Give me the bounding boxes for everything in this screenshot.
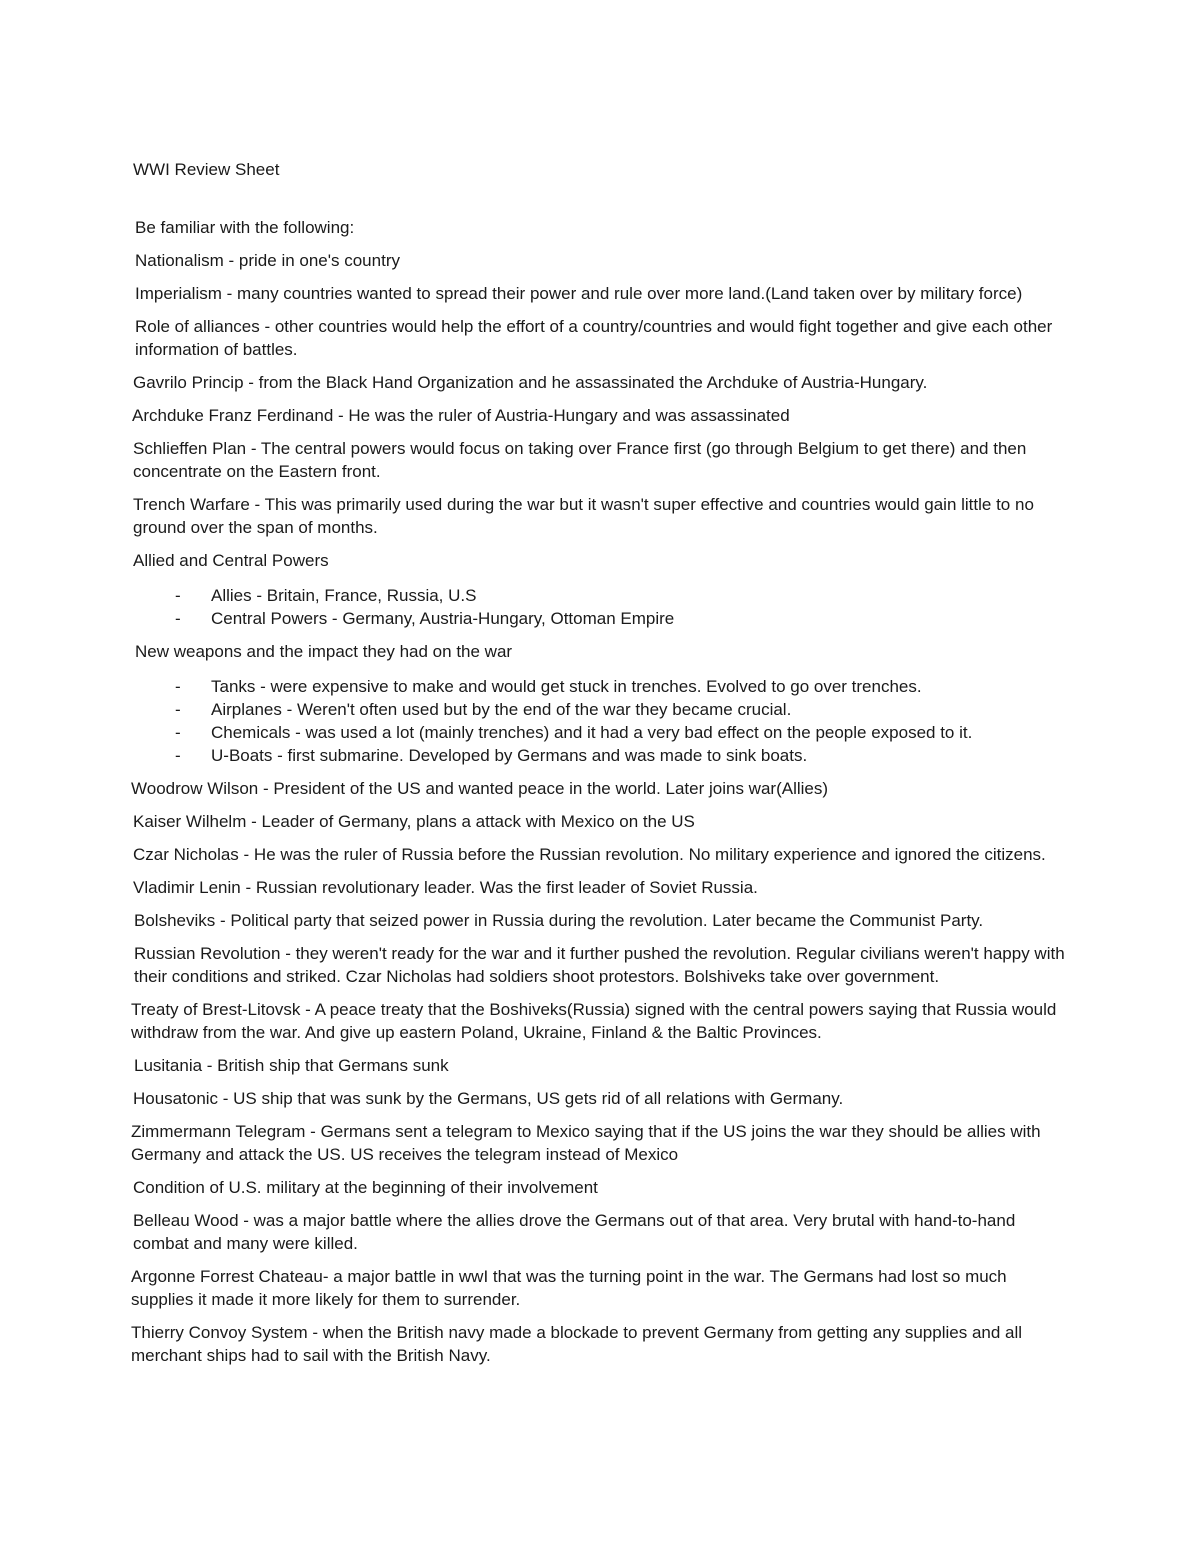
entry-ferdinand: Archduke Franz Ferdinand - He was the ruler of Austria-Hungary and was assassinated	[132, 406, 790, 425]
list-item: - Tanks - were expensive to make and would get stuck in trenches. Evolved to go over trenches.	[175, 677, 922, 696]
entries-b	[131, 777, 1066, 1367]
entry-powers: Allied and Central Powers	[133, 551, 329, 570]
intro-line: Be familiar with the following:	[135, 218, 355, 237]
entry-russian-revolution: Russian Revolution - they weren't ready for the war and it further pushed the revolution. Regular civilians weren't happy with their conditions and striked. Czar Nicholas had soldiers shoot protestors. Bolshiveks take over government.	[134, 944, 1065, 986]
entry-us-military: Condition of U.S. military at the beginning of their involvement	[133, 1178, 598, 1197]
entry-princip: Gavrilo Princip - from the Black Hand Organization and he assassinated the Archduke of Austria-Hungary.	[133, 373, 928, 392]
entry-nationalism: Nationalism - pride in one's country	[135, 251, 400, 270]
entry-housatonic: Housatonic - US ship that was sunk by the Germans, US gets rid of all relations with Germany.	[133, 1089, 844, 1108]
entry-bolsheviks: Bolsheviks - Political party that seized power in Russia during the revolution. Later became the Communist Party.	[134, 911, 984, 930]
entry-brest-litovsk: Treaty of Brest-Litovsk - A peace treaty that the Boshiveks(Russia) signed with the central powers saying that Russia would withdraw from the war. And give up eastern Poland, Ukraine, Finland & the Baltic Provinces.	[131, 1000, 1057, 1042]
list-item: - U-Boats - first submarine. Developed by Germans and was made to sink boats.	[175, 746, 808, 765]
review-sheet-page	[131, 158, 1066, 1377]
entries-a	[131, 249, 1066, 572]
dash-bullet: -	[175, 677, 181, 696]
dash-bullet: -	[175, 723, 181, 742]
entry-czar-nicholas: Czar Nicholas - He was the ruler of Russia before the Russian revolution. No military experience and ignored the citizens.	[133, 845, 1046, 864]
entry-zimmermann: Zimmermann Telegram - Germans sent a telegram to Mexico saying that if the US joins the war they should be allies with Germany and attack the US. US receives the telegram instead of Mexico	[131, 1122, 1041, 1164]
weapons-list	[131, 675, 1066, 767]
list-item: - Chemicals - was used a lot (mainly trenches) and it had a very bad effect on the people exposed to it.	[175, 723, 973, 742]
entry-convoy-system: Thierry Convoy System - when the British navy made a blockade to prevent Germany from getting any supplies and all merchant ships had to sail with the British Navy.	[131, 1323, 1023, 1365]
list-item: - Allies - Britain, France, Russia, U.S	[175, 586, 477, 605]
list-item: - Airplanes - Weren't often used but by the end of the war they became crucial.	[175, 700, 792, 719]
entry-wilson: Woodrow Wilson - President of the US and wanted peace in the world. Later joins war(Allies)	[131, 779, 829, 798]
entry-kaiser: Kaiser Wilhelm - Leader of Germany, plans a attack with Mexico on the US	[133, 812, 695, 831]
dash-bullet: -	[175, 609, 181, 628]
entry-alliances: Role of alliances - other countries would help the effort of a country/countries and would fight together and give each other information of battles.	[135, 317, 1053, 359]
entry-argonne: Argonne Forrest Chateau- a major battle in wwI that was the turning point in the war. The Germans had lost so much supplies it made it more likely for them to surrender.	[131, 1267, 1007, 1309]
dash-bullet: -	[175, 586, 181, 605]
list-item: - Central Powers - Germany, Austria-Hungary, Ottoman Empire	[175, 609, 675, 628]
powers-list	[131, 584, 1066, 630]
entry-schlieffen: Schlieffen Plan - The central powers would focus on taking over France first (go through Belgium to get there) and then concentrate on the Eastern front.	[133, 439, 1027, 481]
entry-trench: Trench Warfare - This was primarily used during the war but it wasn't super effective and countries would gain little to no ground over the span of months.	[133, 495, 1034, 537]
document-title: WWI Review Sheet	[133, 160, 280, 179]
entry-belleau-wood: Belleau Wood - was a major battle where the allies drove the Germans out of that area. Very brutal with hand-to-hand combat and many were killed.	[133, 1211, 1016, 1253]
dash-bullet: -	[175, 700, 181, 719]
entry-imperialism: Imperialism - many countries wanted to spread their power and rule over more land.(Land taken over by military force)	[135, 284, 1023, 303]
weapons-heading: New weapons and the impact they had on the war	[135, 642, 513, 661]
dash-bullet: -	[175, 746, 181, 765]
entry-lusitania: Lusitania - British ship that Germans sunk	[134, 1056, 449, 1075]
entry-lenin: Vladimir Lenin - Russian revolutionary leader. Was the first leader of Soviet Russia.	[133, 878, 758, 897]
